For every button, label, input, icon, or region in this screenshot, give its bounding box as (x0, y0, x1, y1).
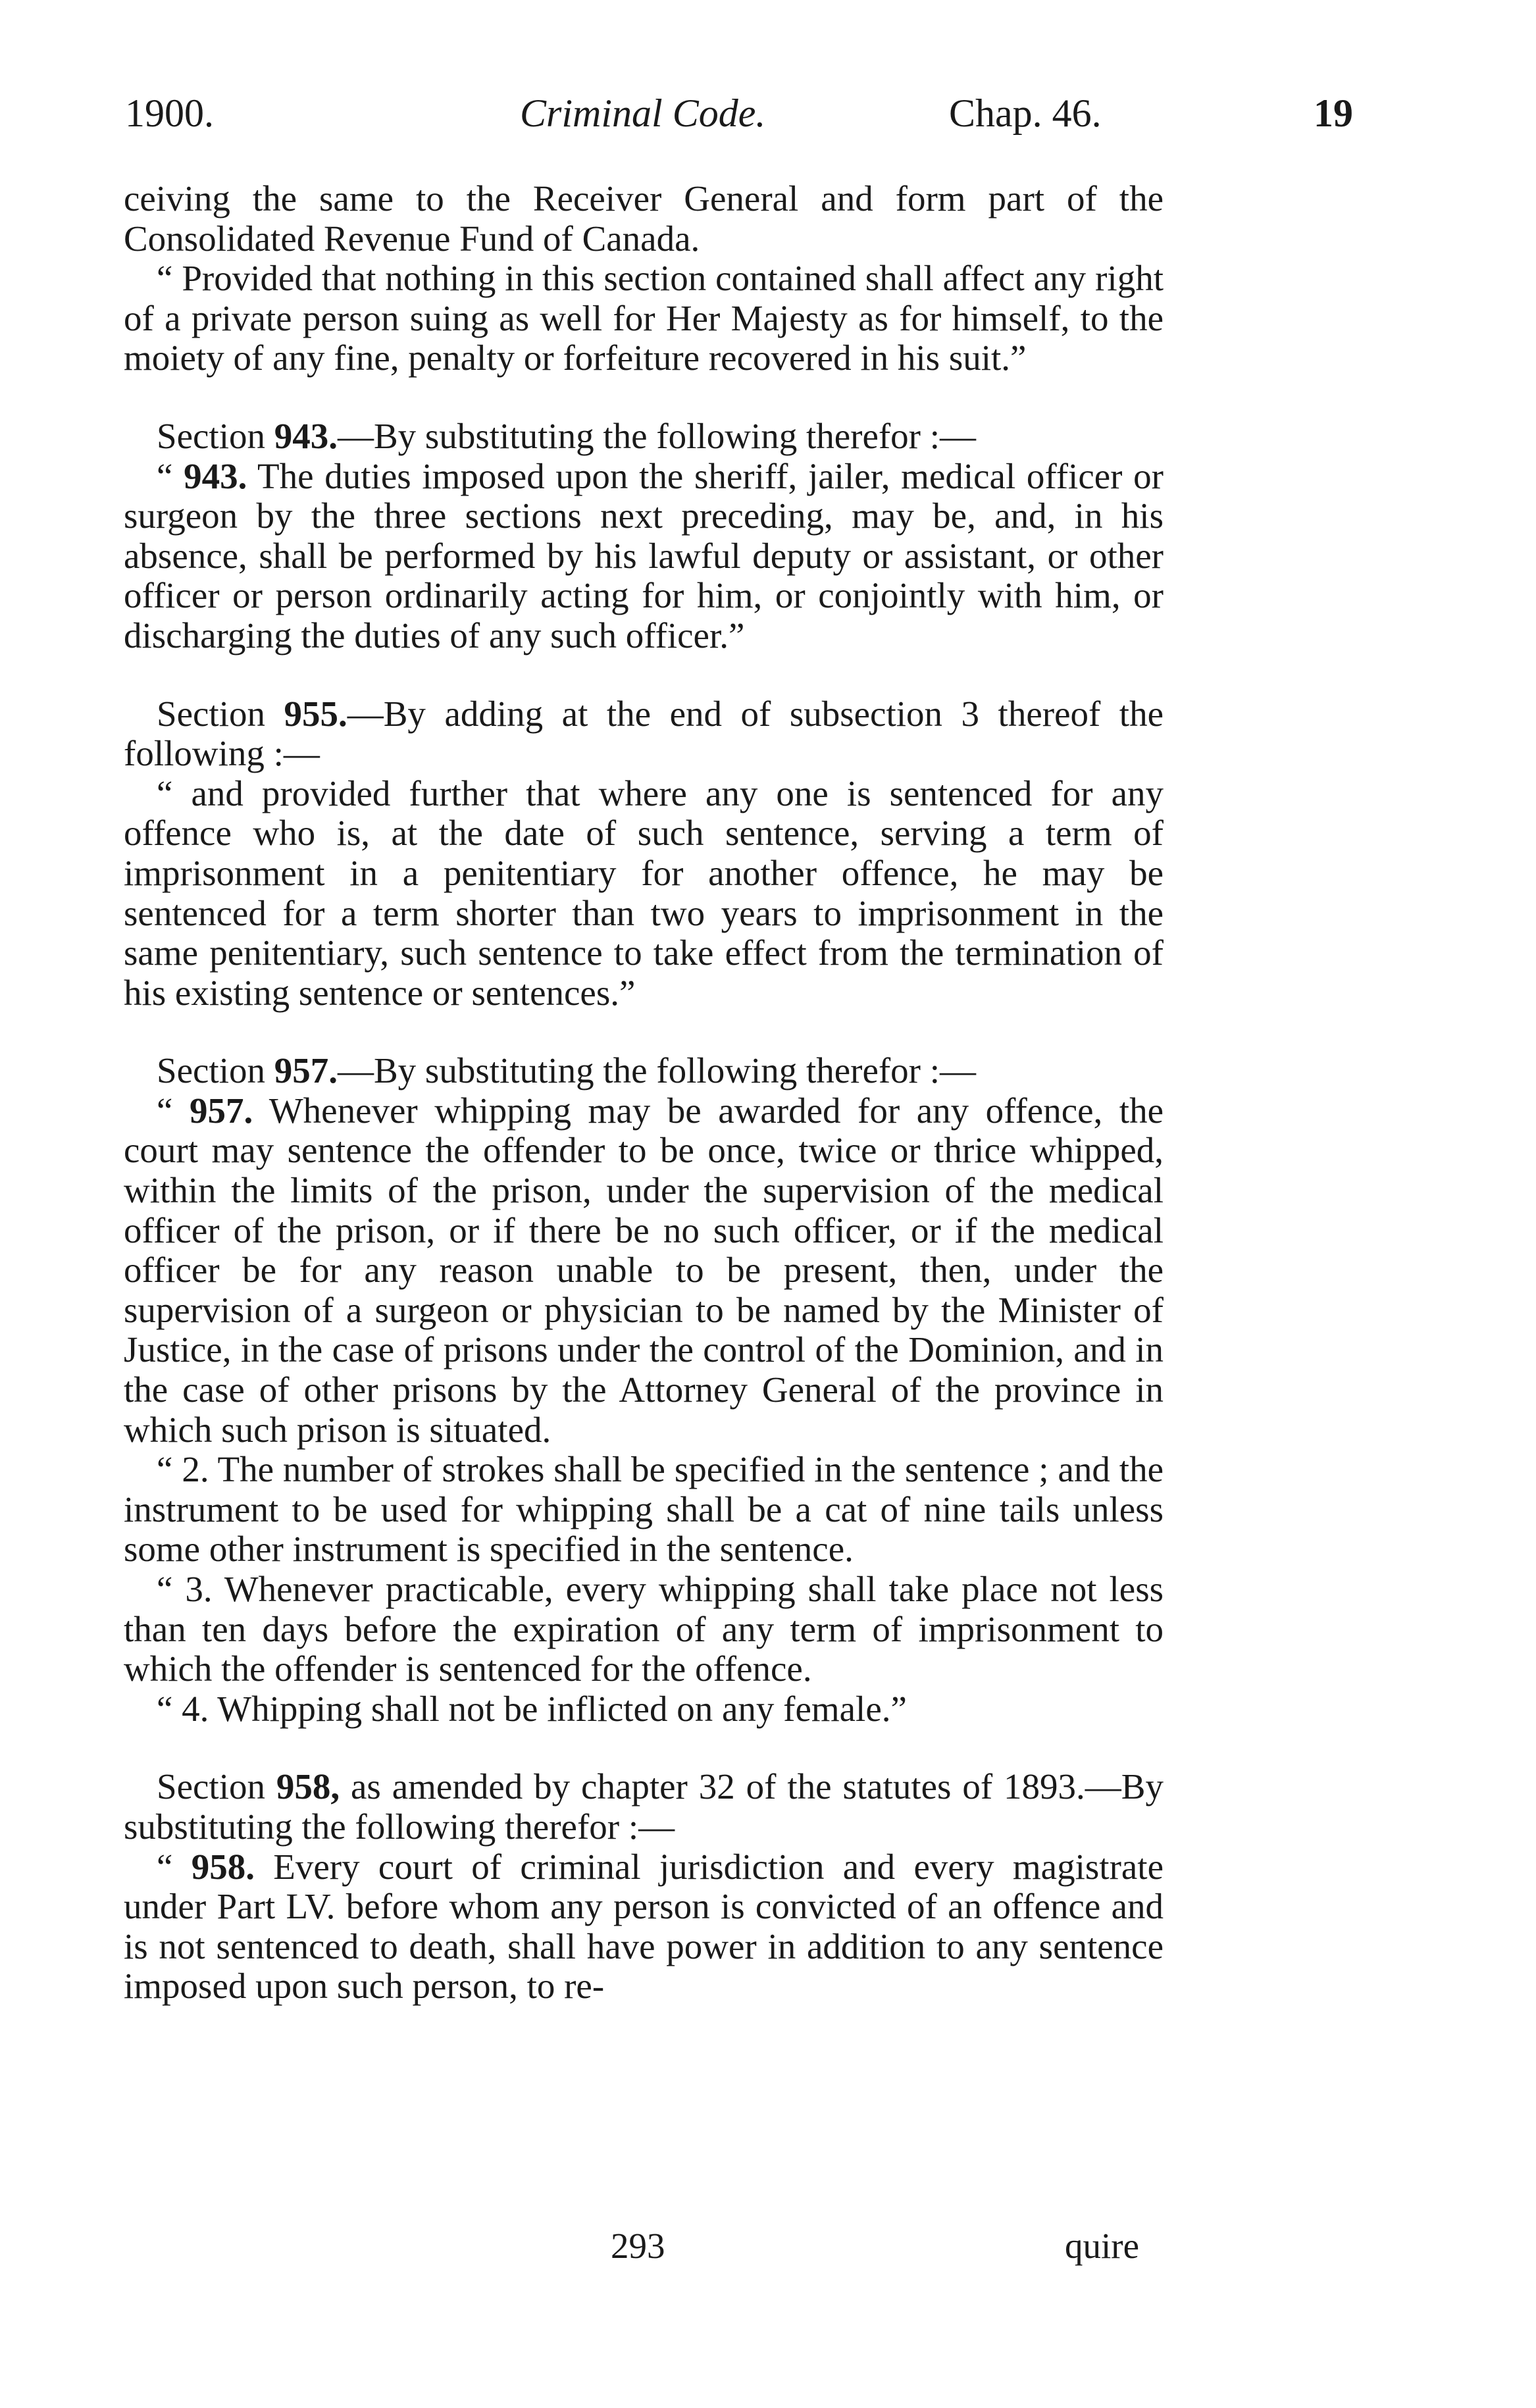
section-number: 957. (189, 1090, 253, 1131)
header-chapter: Chap. 46. (949, 91, 1102, 135)
section-number: 943. (184, 455, 247, 496)
section-number: 957. (274, 1050, 338, 1091)
section-heading-958 (124, 1767, 1164, 1847)
section-lead: Section (157, 693, 284, 734)
section-instruction: —By substituting the following therefor :— (337, 415, 977, 456)
quote-lead: “ (157, 1090, 190, 1131)
paragraph-proviso: “ Provided that nothing in this section contained shall affect any right of a private person suing as well for Her Majesty as for himself, to the moiety of any fine, penalty or forfeiture recovered in his suit.” (124, 258, 1164, 378)
section-lead: Section (157, 415, 274, 456)
section-instruction: —By adding at the end of subsection 3 thereof the following :— (124, 693, 1164, 774)
body-text (124, 179, 1164, 2007)
quote-lead: “ (157, 1846, 192, 1887)
section-text-957 (124, 1091, 1164, 1450)
subsection-2: “ 2. The number of strokes shall be specified in the sentence ; and the instrument to be used for whipping shall be a cat of nine tails unless some other instrument is specified in the sentence. (124, 1449, 1164, 1570)
section-number: 955. (284, 693, 347, 734)
folio-number: 293 (611, 2226, 665, 2266)
section-lead: Section (157, 1050, 274, 1091)
header-year: 1900. (125, 91, 214, 135)
header-title: Criminal Code. (520, 91, 766, 135)
section-text-943 (124, 457, 1164, 656)
section-lead: Section (157, 1766, 276, 1807)
section-number: 943. (274, 415, 338, 456)
section-text-955: “ and provided further that where any one is sentenced for any offence who is, at the date of such sentence, serving a term of imprisonment in a penitentiary for another offence, he may be sentenced for a term shorter than two years to imprisonment in the same penitentiary, such sentence to take effect from the termination of his existing sentence or sentences.” (124, 773, 1164, 1013)
section-body: Whenever whipping may be awarded for any offence, the court may sentence the offender to be once, twice or thrice whipped, within the limits of the prison, under the supervision of the medical officer of the prison, or if there be no such officer, or if the medical officer be for any reason unable to be present, then, under the supervision of a surgeon or physician to be named by the Minister of Justice, in the case of prisons under the control of the Dominion, and in the case of other prisons by the Attorney General of the province in which such prison is situated. (124, 1090, 1164, 1450)
section-body: The duties imposed upon the sheriff, jailer, medical officer or surgeon by the three sections next preceding, may be, and, in his absence, shall be performed by his lawful deputy or assistant, or other officer or person ordinarily acting for him, or conjointly with him, or discharging the duties of any such officer.” (124, 455, 1164, 655)
section-instruction: —By substituting the following therefor :— (337, 1050, 977, 1091)
header-page-number: 19 (1314, 91, 1353, 135)
section-number: 958. (191, 1846, 255, 1887)
section-heading-943 (124, 417, 1164, 457)
subsection-3: “ 3. Whenever practicable, every whipping shall take place not less than ten days before the expiration of any term of imprisonment to which the offender is sentenced for the offence. (124, 1569, 1164, 1689)
section-instruction: as amended by chapter 32 of the statutes of 1893.—By substituting the following therefor :— (124, 1766, 1164, 1847)
section-body: Every court of criminal jurisdiction and every magistrate under Part LV. before whom any person is convicted of an offence and is not sentenced to death, shall have power in addition to any sentence imposed upon such person, to re- (124, 1846, 1164, 2007)
section-number: 958, (276, 1766, 340, 1807)
section-heading-957 (124, 1051, 1164, 1091)
quote-lead: “ (157, 455, 184, 496)
catchword: quire (1065, 2226, 1140, 2266)
section-text-958 (124, 1847, 1164, 2007)
section-heading-955 (124, 694, 1164, 774)
paragraph-continuation: ceiving the same to the Receiver General and form part of the Consolidated Revenue Fund of Canada. (124, 178, 1164, 259)
subsection-4: “ 4. Whipping shall not be inflicted on any female.” (157, 1688, 907, 1729)
